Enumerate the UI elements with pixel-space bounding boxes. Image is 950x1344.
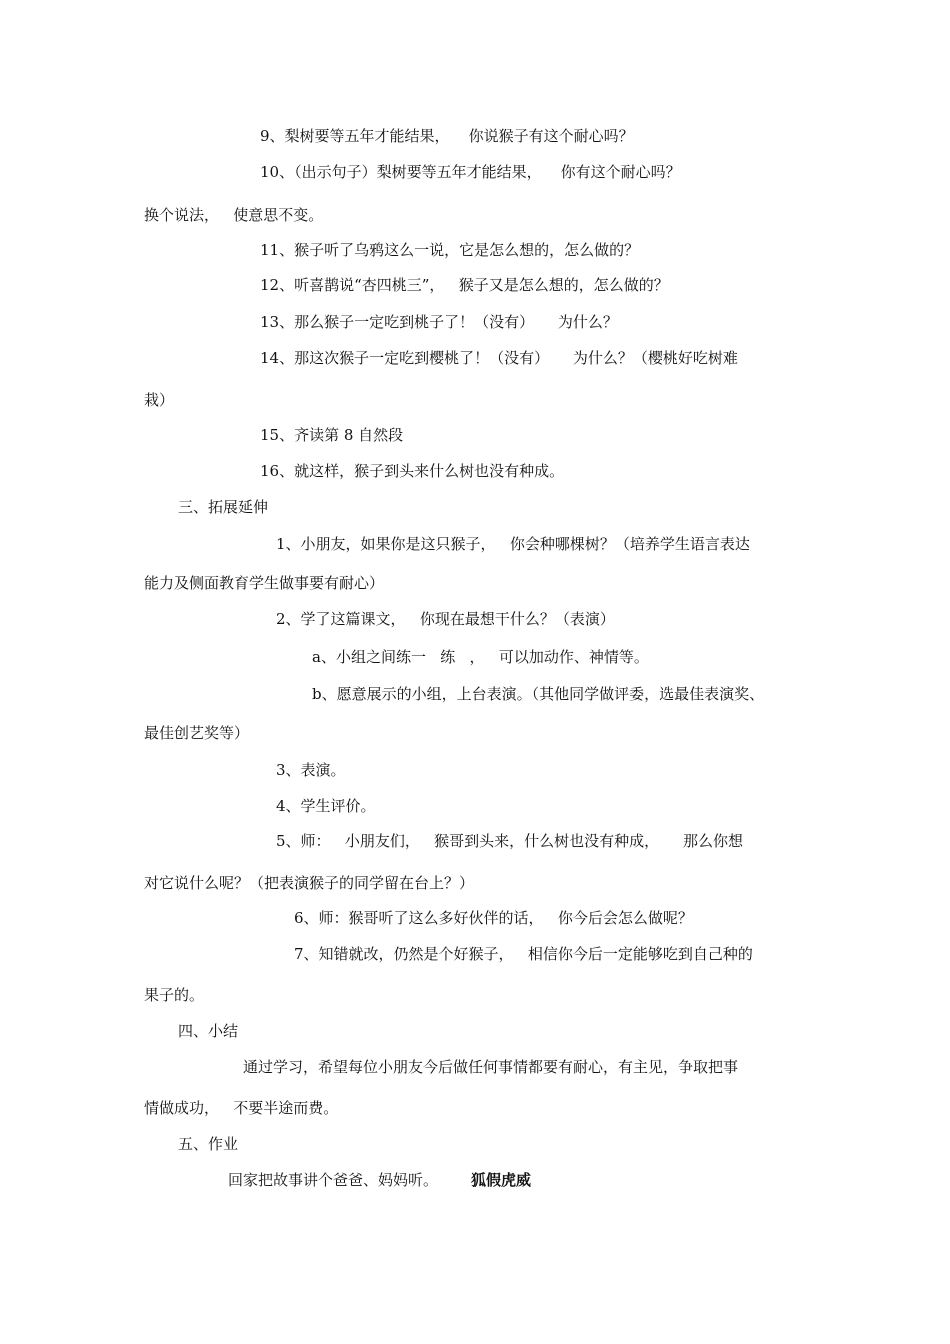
next-lesson-title: 狐假虎威 bbox=[471, 1171, 532, 1189]
item-10-continued: 换个说法， 使意思不变。 bbox=[144, 206, 324, 224]
item-9: 9、梨树要等五年才能结果， 你说猴子有这个耐心吗？ bbox=[260, 127, 634, 145]
extension-item-2a: a、小组之间练一 练 ， 可以加动作、神情等。 bbox=[312, 648, 649, 666]
extension-item-6: 6、师：猴哥听了这么多好伙伴的话， 你今后会怎么做呢？ bbox=[294, 909, 693, 927]
section-heading-summary: 四、小结 bbox=[178, 1022, 239, 1040]
extension-item-7-continued: 果子的。 bbox=[144, 986, 205, 1004]
extension-item-2: 2、学了这篇课文， 你现在最想干什么？（表演） bbox=[276, 610, 615, 628]
extension-item-4: 4、学生评价。 bbox=[276, 797, 376, 815]
item-14: 14、那这次猴子一定吃到樱桃了！（没有） 为什么？（樱桃好吃树难 bbox=[260, 349, 738, 367]
extension-item-1: 1、小朋友，如果你是这只猴子， 你会种哪棵树？（培养学生语言表达 bbox=[276, 535, 750, 553]
item-15: 15、齐读第 8 自然段 bbox=[260, 426, 404, 444]
item-16: 16、就这样，猴子到头来什么树也没有种成。 bbox=[260, 462, 565, 480]
extension-item-7: 7、知错就改，仍然是个好猴子， 相信你今后一定能够吃到自己种的 bbox=[294, 945, 753, 963]
extension-item-3: 3、表演。 bbox=[276, 761, 346, 779]
item-10: 10、（出示句子）梨树要等五年才能结果， 你有这个耐心吗？ bbox=[260, 163, 681, 181]
extension-item-5: 5、师： 小朋友们， 猴哥到头来，什么树也没有种成， 那么你想 bbox=[276, 832, 743, 850]
section-heading-homework: 五、作业 bbox=[178, 1135, 239, 1153]
summary-text: 通过学习，希望每位小朋友今后做任何事情都要有耐心，有主见，争取把事 bbox=[243, 1058, 739, 1076]
item-13: 13、那么猴子一定吃到桃子了！（没有） 为什么？ bbox=[260, 313, 618, 331]
item-14-continued: 栽） bbox=[144, 391, 175, 409]
summary-text-continued: 情做成功， 不要半途而费。 bbox=[144, 1099, 339, 1117]
item-11: 11、猴子听了乌鸦这么一说，它是怎么想的，怎么做的？ bbox=[260, 241, 640, 259]
extension-item-5-continued: 对它说什么呢？（把表演猴子的同学留在台上？） bbox=[144, 874, 475, 892]
extension-item-2b: b、愿意展示的小组，上台表演。（其他同学做评委，选最佳表演奖、 bbox=[312, 685, 765, 703]
homework-text: 回家把故事讲个爸爸、妈妈听。 bbox=[228, 1171, 439, 1189]
item-12: 12、听喜鹊说“杏四桃三”， 猴子又是怎么想的，怎么做的？ bbox=[260, 276, 669, 294]
extension-item-2b-continued: 最佳创艺奖等） bbox=[144, 724, 250, 742]
extension-item-1-continued: 能力及侧面教育学生做事要有耐心） bbox=[144, 574, 385, 592]
section-heading-extension: 三、拓展延伸 bbox=[178, 498, 269, 516]
